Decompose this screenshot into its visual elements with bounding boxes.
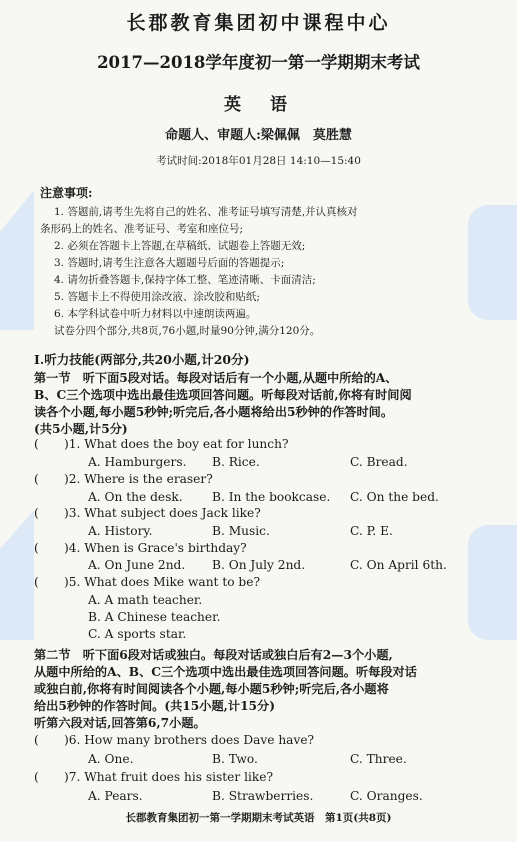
question-stem: )4. When is Grace's birthday? (64, 541, 247, 555)
option-a: A. One. (88, 752, 134, 766)
part1-title: Ⅰ.听力技能(两部分,共20小题,计20分) (34, 352, 250, 367)
note-line: 条形码上的姓名、准考证号、考室和座位号; (40, 223, 244, 235)
option-b: B. Rice. (212, 455, 260, 469)
option-a: A. On the desk. (88, 490, 183, 504)
option-a: A. History. (88, 524, 153, 538)
note-line: 试卷分四个部分,共8页,76小题,时量90分钟,满分120分。 (54, 325, 321, 337)
question-7 (34, 770, 273, 784)
question-4 (34, 541, 247, 555)
note-line: 4. 请勿折叠答题卡,保持字体工整、笔迹清晰、卡面清洁; (54, 274, 316, 286)
option-c: C. Three. (350, 752, 407, 766)
option-c: C. Oranges. (350, 789, 423, 803)
option-c: C. P. E. (350, 524, 393, 538)
note-line: 5. 答题卡上不得使用涂改液、涂改胶和贴纸; (54, 291, 260, 303)
option-a: A. On June 2nd. (88, 558, 186, 572)
option-a: A. Pears. (88, 789, 143, 803)
question-5 (34, 575, 260, 589)
section1-instruction: 读各个小题,每小题5秒钟;听完后,各小题将给出5秒钟的作答时间。 (34, 405, 394, 419)
option-c: C. On the bed. (350, 490, 439, 504)
note-line: 2. 必须在答题卡上答题,在草稿纸、试题卷上答题无效; (54, 240, 306, 252)
answer-bracket[interactable]: ( (34, 437, 39, 451)
section2-instruction: 或独白前,你将有时间阅读各个小题,每小题5秒钟;听完后,各小题将 (34, 682, 389, 696)
answer-bracket[interactable]: ( (34, 770, 39, 784)
answer-bracket[interactable]: ( (34, 472, 39, 486)
dialog6-intro: 听第六段对话,回答第6,7小题。 (34, 716, 206, 730)
option-b: B. A Chinese teacher. (88, 610, 221, 624)
option-c: C. Bread. (350, 455, 408, 469)
answer-bracket[interactable]: ( (34, 541, 39, 555)
option-c: C. On April 6th. (350, 558, 447, 572)
question-2 (34, 472, 213, 486)
option-c: C. A sports star. (88, 627, 187, 641)
note-line: 3. 答题时,请考生注意各大题题号后面的答题提示; (54, 257, 285, 269)
exam-title: 2017—2018学年度初一第一学期期末考试 (97, 53, 420, 72)
option-a: A. Hamburgers. (88, 455, 187, 469)
subject-title: 英 语 (224, 95, 293, 115)
option-b: B. In the bookcase. (212, 490, 331, 504)
school-name: 长郡教育集团初中课程中心 (126, 12, 391, 34)
section2-instruction: 给出5秒钟的作答时间。(共15小题,计15分) (34, 699, 275, 713)
question-3 (34, 506, 261, 520)
section2-instruction: 第二节 听下面6段对话或独白。每段对话或独白后有2—3个小题, (34, 648, 393, 662)
question-stem: )7. What fruit does his sister like? (64, 770, 274, 784)
option-b: B. Two. (212, 752, 258, 766)
answer-bracket[interactable]: ( (34, 506, 39, 520)
option-b: B. Music. (212, 524, 270, 538)
section1-instruction: 第一节 听下面5段对话。每段对话后有一个小题,从题中所给的A、 (34, 371, 398, 385)
question-stem: )1. What does the boy eat for lunch? (64, 437, 289, 451)
option-a: A. A math teacher. (88, 593, 203, 607)
authors-line: 命题人、审题人:梁佩佩 莫胜慧 (165, 128, 352, 143)
option-b: B. On July 2nd. (212, 558, 306, 572)
exam-time: 考试时间:2018年01月28日 14:10—15:40 (156, 155, 361, 167)
answer-bracket[interactable]: ( (34, 733, 39, 747)
answer-bracket[interactable]: ( (34, 575, 39, 589)
question-stem: )6. How many brothers does Dave have? (64, 733, 315, 747)
option-b: B. Strawberries. (212, 789, 314, 803)
question-stem: )3. What subject does Jack like? (64, 506, 261, 520)
question-stem: )5. What does Mike want to be? (64, 575, 260, 589)
question-stem: )2. Where is the eraser? (64, 472, 213, 486)
section1-instruction: (共5小题,计5分) (34, 422, 128, 436)
question-1 (34, 437, 289, 451)
question-6 (34, 733, 314, 747)
notes-heading: 注意事项: (40, 186, 93, 200)
section1-instruction: B、C三个选项中选出最佳选项回答问题。听每段对话前,你将有时间阅 (34, 388, 412, 402)
note-line: 6. 本学科试卷中听力材料以中速朗读两遍。 (54, 308, 257, 320)
section2-instruction: 从题中所给的A、B、C三个选项中选出最佳选项回答问题。听每段对话 (34, 665, 417, 679)
page-footer: 长郡教育集团初一第一学期期末考试英语 第1页(共8页) (125, 812, 392, 824)
note-line: 1. 答题前,请考生先将自己的姓名、准考证号填写清楚,并认真核对 (54, 206, 358, 218)
